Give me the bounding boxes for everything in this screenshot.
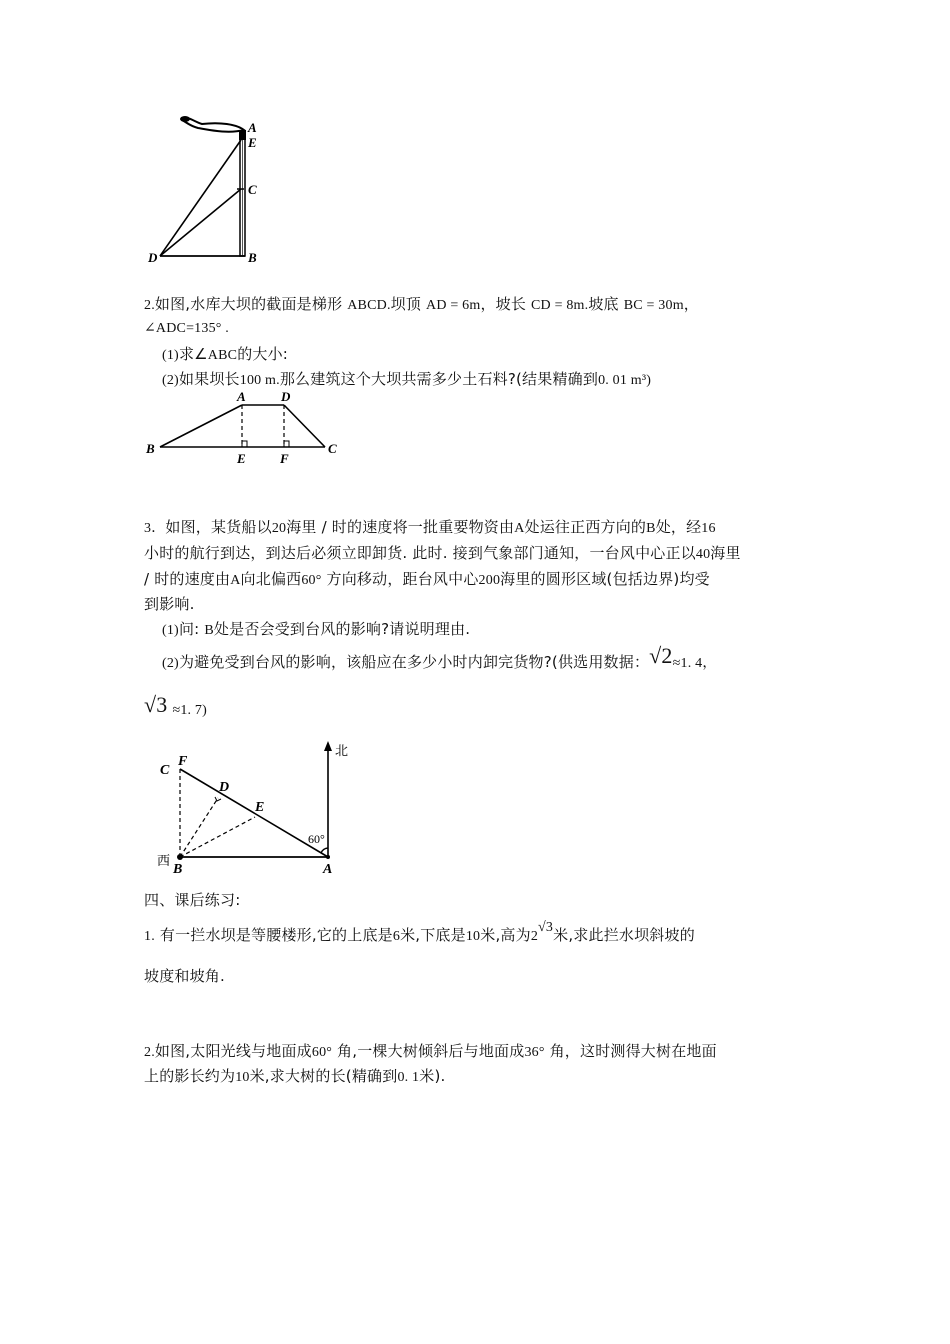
problem-2-question-1: (1)求∠ABC的大小: [162,345,289,363]
flag-shape [182,118,244,132]
problem-3-line-4: 到影响. [144,595,195,613]
figure-tower-diagram [140,110,280,270]
problem-2-line-2: ∠ADC=135° . [144,321,229,336]
label-C: C [160,763,170,778]
line-DE [160,140,241,256]
label-E: E [237,451,246,466]
label-A: A [323,862,333,877]
label-D: D [148,250,158,265]
label-north: 北 [335,744,349,759]
problem-3-line-3: / 时的速度由A向北偏西60° 方向移动，距台风中心200海里的圆形区域(包括边界)均受 [144,570,710,588]
problem-2-question-2: (2)如果坝长100 m.那么建筑这个大坝共需多少土石料?(结果精确到0. 01 m³) [162,370,652,388]
problem-3-line-2: 小时的航行到达，到达后必须立即卸货. 此时. 接到气象部门通知，一台风中心正以40海里 [144,544,741,562]
label-F: F [178,754,188,769]
label-F: F [280,451,289,466]
label-A: A [248,120,257,135]
figure-typhoon-diagram [145,735,365,880]
exercise-1-line-2: 坡度和坡角. [144,967,225,985]
label-E: E [248,135,257,150]
exercise-2-line-2: 上的影长约为10米,求大树的长(精确到0. 1米). [144,1067,446,1085]
problem-3-line-1: 3．如图，某货船以20海里 / 时的速度将一批重要物资由A处运往正西方向的B处，经16 [144,518,716,536]
label-E: E [255,800,265,815]
label-B: B [146,441,155,456]
label-D: D [219,780,230,795]
label-B: B [248,250,257,265]
label-B: B [173,862,183,877]
label-D: D [281,389,291,404]
label-west: 西 [157,854,171,869]
label-A: A [237,389,246,404]
problem-3-question-1: (1)问: B处是否会受到台风的影响?请说明理由. [162,620,471,638]
problem-2-line-1: 2.如图,水库大坝的截面是梯形 ABCD.坝顶 AD = 6m，坡长 CD = 8m.坡底 BC = 30m， [144,295,699,313]
problem-3-question-2: (2)为避免受到台风的影响，该船应在多少小时内卸完货物?(供选用数据：√2≈1. 4， [162,643,717,671]
figure-trapezoid-dam [140,385,350,470]
label-C: C [248,182,257,197]
label-C: C [328,441,337,456]
problem-3-question-2-cont: √3 ≈1. 7) [144,692,207,718]
label-angle-60: 60° [308,832,325,846]
section-4-heading: 四、课后练习: [144,891,241,909]
exercise-2-line-1: 2.如图,太阳光线与地面成60° 角,一棵大树倾斜后与地面成36° 角，这时测得大树在地面 [144,1042,717,1060]
exercise-1-line-1: 1. 有一拦水坝是等腰楼形,它的上底是6米,下底是10米,高为2√3米,求此拦水坝斜坡的 [144,920,695,944]
